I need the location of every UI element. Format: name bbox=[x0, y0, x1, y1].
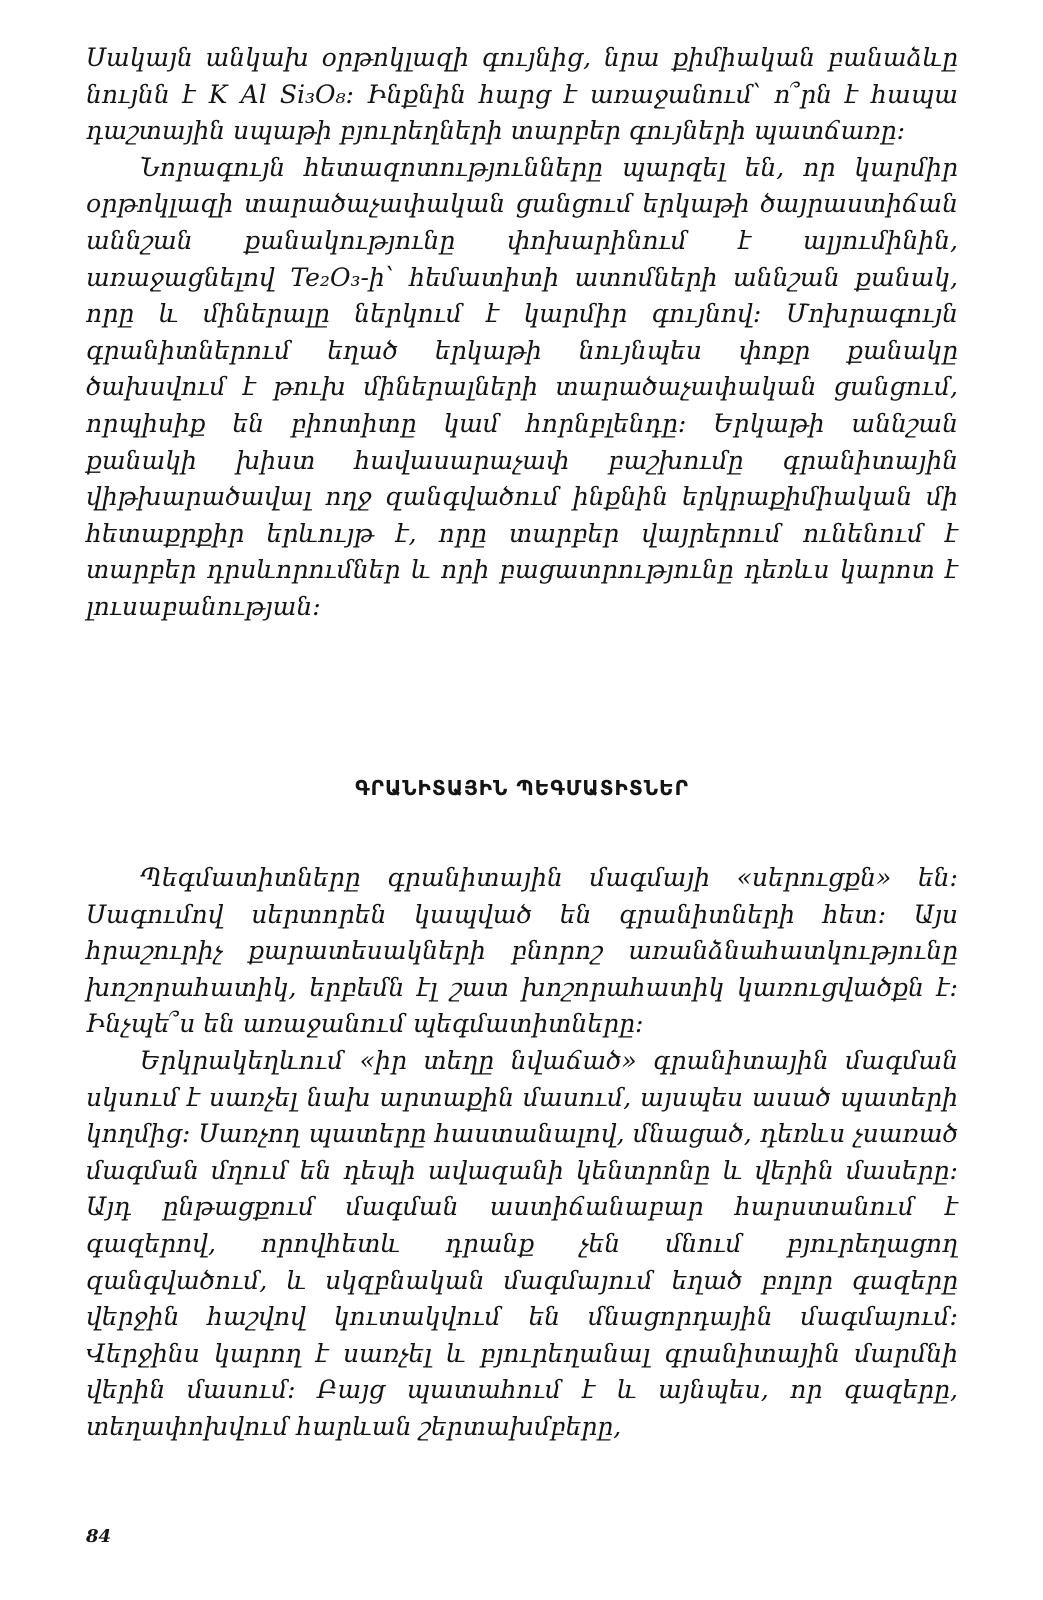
paragraph-3: Պեգմատիտները գրանիտային մագմայի «սերուցքն» են։ Սագումով սերտորեն կապված են գրանիտների հետ։ Այս հրաշուրիչ քարատեսակների բնորոշ առանձնահատկությունը խոշորահատիկ, երբեմն էլ շատ խոշորահատիկ կառուցվածքն է։ Ինչպե՞ս են առաջանում պեգմատիտները։ bbox=[86, 863, 958, 1039]
section-heading: ԳՐԱՆԻՏԱՅԻՆ ՊԵԳՄԱՏԻՏՆԵՐ bbox=[355, 776, 689, 800]
paragraph-1: Սակայն անկախ օրթոկլազի գույնից, նրա քիմիական բանաձևը նույնն է K Al Si₃O₈։ Ինքնին հարց է առաջանում՝ ո՞րն է հապա դաշտային սպաթի բյուրեղների տարբեր գույների պատճառը։ bbox=[86, 43, 958, 146]
page-number: 84 bbox=[86, 1526, 112, 1547]
page-text-block bbox=[86, 40, 958, 1441]
paragraph-4: Երկրակեղևում «իր տեղը նվաճած» գրանիտային մագման սկսում է սառչել նախ արտաքին մասում, այսպես ասած պատերի կողմից։ Սառչող պատերը հաստանալով, մնացած, դեռևս չսառած մագման մղում են դեպի ավազանի կենտրոնը և վերին մասերը։ Այդ ընթացքում մագման աստիճանաբար հարստանում է գազերով, որովհետև դրանք չեն մնում բյուրեղացող զանգվածում, և սկզբնական մագմայում եղած բոլոր գազերը վերջին հաշվով կուտակվում են մնացորդային մագմայում։ Վերջինս կարող է սառչել և բյուրեղանալ գրանիտային մարմնի վերին մասում։ Բայց պատահում է և այնպես, որ գազերը, տեղափոխվում հարևան շերտախմբերը, bbox=[86, 1045, 958, 1441]
paragraph-2: Նորագույն հետազոտությունները պարզել են, որ կարմիր օրթոկլազի տարածաչափական ցանցում երկաթի ծայրաստիճան աննշան քանակությունը փոխարինում է ալյումինին, առաջացնելով Te₂O₃-ի՝ հեմատիտի ատոմների աննշան քանակ, որը և միներալը ներկում է կարմիր գույնով։ Մոխրագույն գրանիտներում եղած երկաթի նույնպես փոքր քանակը ծախսվում է թուխ միներալների տարածաչափական ցանցում, որպիսիք են բիոտիտը կամ հորնբլենդը։ Երկաթի աննշան քանակի խիստ հավասարաչափ բաշխումը գրանիտային վիթխարածավալ ողջ զանգվածում ինքնին երկրաքիմիական մի հետաքրքիր երևույթ է, որը տարբեր վայրերում ունենում է տարբեր դրսևորումներ և որի բացատրությունը դեռևս կարոտ է լուսաբանության։ bbox=[86, 152, 958, 621]
section-pegmatites bbox=[86, 860, 958, 1446]
